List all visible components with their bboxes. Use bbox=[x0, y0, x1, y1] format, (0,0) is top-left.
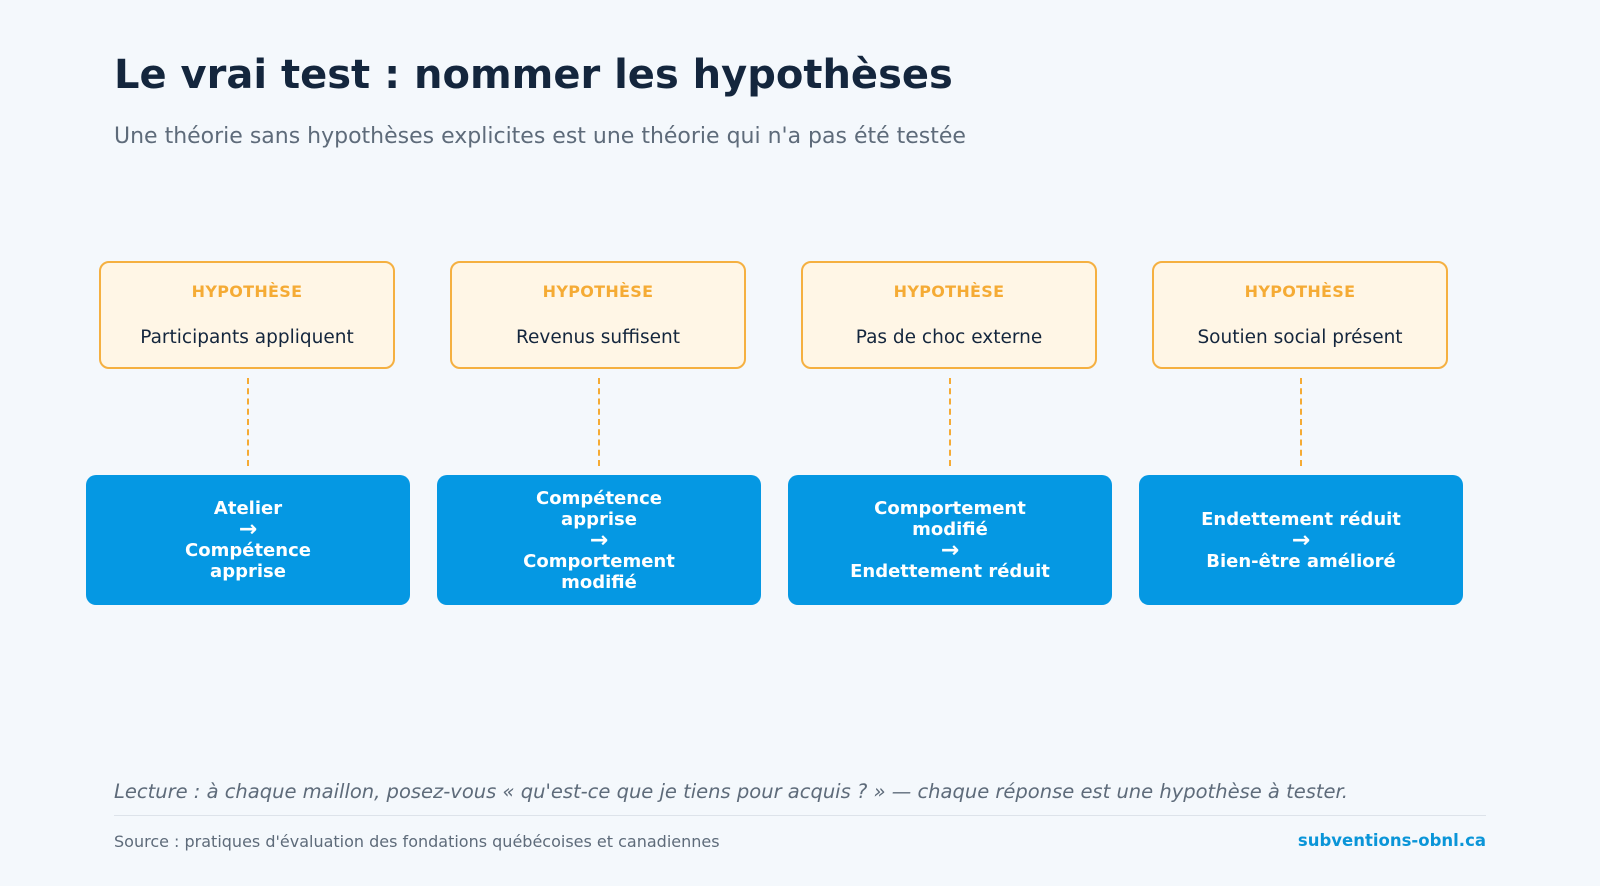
right-arrow-icon: → bbox=[1291, 527, 1311, 553]
source-note: Source : pratiques d'évaluation des fondations québécoises et canadiennes bbox=[114, 832, 720, 851]
link-to-label: Compétence apprise bbox=[185, 540, 311, 582]
causal-link-box bbox=[1139, 475, 1463, 605]
page-title: Le vrai test : nommer les hypothèses bbox=[114, 52, 953, 98]
hypothesis-card bbox=[801, 261, 1097, 369]
chain-column-1 bbox=[86, 0, 410, 886]
hypothesis-card bbox=[450, 261, 746, 369]
chain-column-2 bbox=[437, 0, 761, 886]
hypothesis-tag: HYPOTHÈSE bbox=[893, 282, 1005, 301]
link-from-label: Compétence apprise bbox=[536, 487, 662, 530]
reading-note: Lecture : à chaque maillon, posez-vous « qu'est-ce que je tiens pour acquis ? » — chaque réponse est une hypothèse à tester. bbox=[114, 780, 1348, 803]
causal-link-box bbox=[788, 475, 1112, 605]
link-to-label: Bien-être amélioré bbox=[1206, 550, 1396, 572]
link-from-label: Atelier bbox=[213, 498, 283, 519]
right-arrow-icon: → bbox=[940, 538, 960, 563]
hypothesis-tag: HYPOTHÈSE bbox=[542, 282, 654, 301]
right-arrow-icon: → bbox=[238, 517, 258, 542]
hypothesis-card bbox=[99, 261, 395, 369]
dashed-connector bbox=[247, 378, 249, 466]
hypothesis-text: Revenus suffisent bbox=[516, 327, 680, 348]
site-link[interactable]: subventions-obnl.ca bbox=[1297, 831, 1486, 850]
page-subtitle: Une théorie sans hypothèses explicites est une théorie qui n'a pas été testée bbox=[114, 124, 966, 149]
hypothesis-tag: HYPOTHÈSE bbox=[191, 282, 303, 301]
chain-column-4 bbox=[1139, 0, 1463, 886]
footer-divider bbox=[114, 815, 1486, 816]
dashed-connector bbox=[949, 378, 951, 466]
hypothesis-text: Soutien social présent bbox=[1197, 327, 1403, 348]
hypothesis-text: Participants appliquent bbox=[140, 327, 354, 348]
causal-link-box bbox=[86, 475, 410, 605]
dashed-connector bbox=[598, 378, 600, 466]
hypothesis-card bbox=[1152, 261, 1448, 369]
hypothesis-text: Pas de choc externe bbox=[855, 327, 1043, 348]
link-from-label: Comportement modifié bbox=[874, 498, 1026, 540]
dashed-connector bbox=[1300, 378, 1302, 466]
hypothesis-tag: HYPOTHÈSE bbox=[1244, 282, 1356, 301]
link-to-label: Endettement réduit bbox=[850, 561, 1050, 582]
link-from-label: Endettement réduit bbox=[1201, 508, 1401, 530]
right-arrow-icon: → bbox=[589, 527, 609, 553]
causal-link-box bbox=[437, 475, 761, 605]
link-to-label: Comportement modifié bbox=[523, 550, 675, 593]
chain-column-3 bbox=[788, 0, 1112, 886]
